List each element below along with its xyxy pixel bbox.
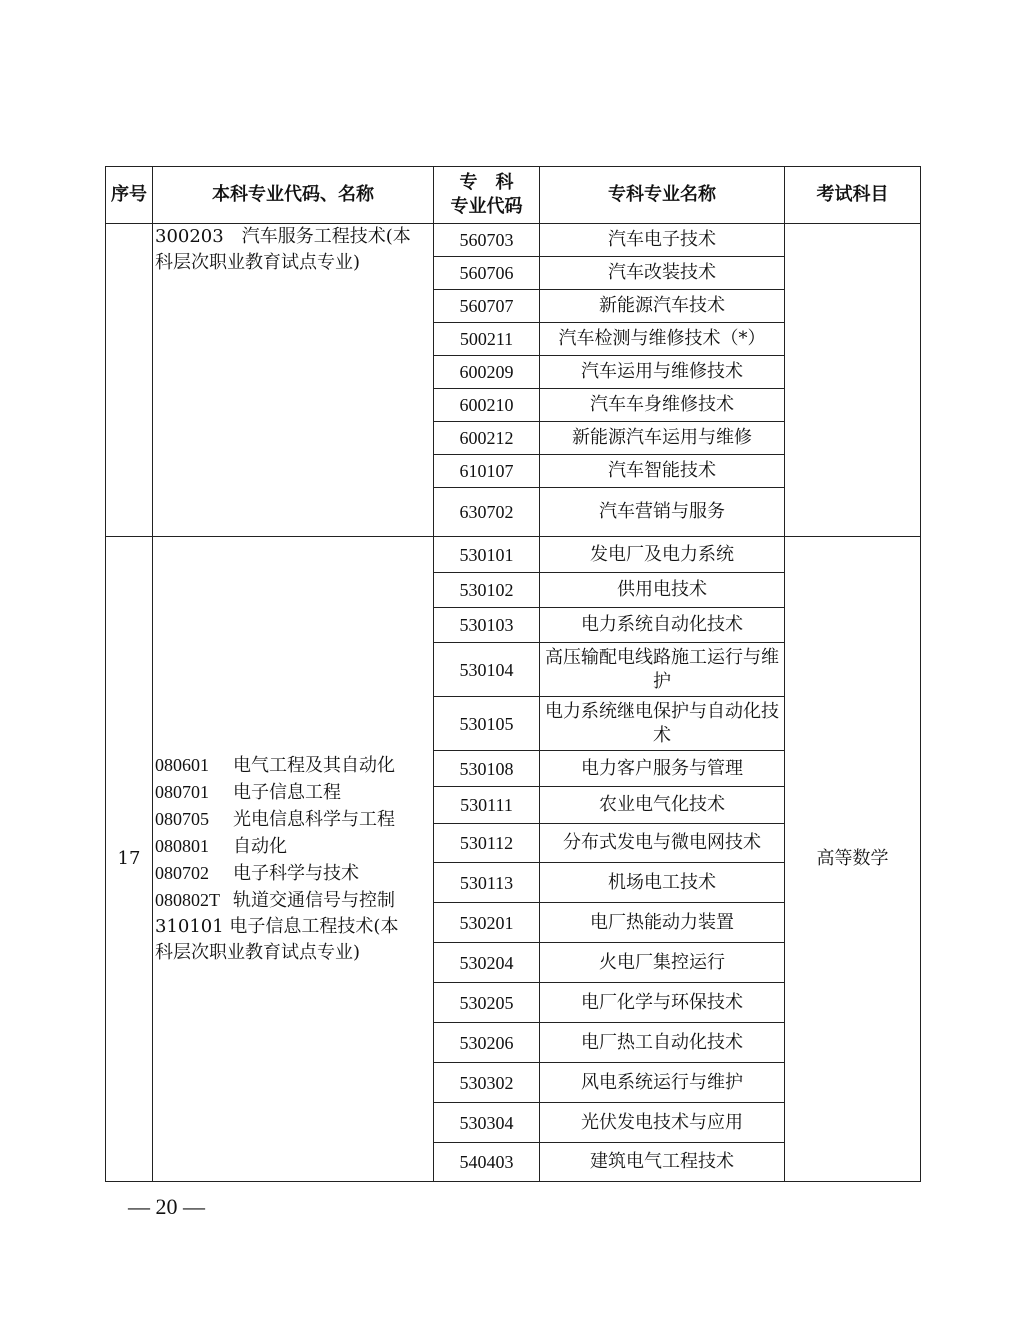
zk-name: 光伏发电技术与应用 — [540, 1103, 785, 1143]
undergrad-name: 电气工程及其自动化 — [233, 755, 395, 776]
header-zk-code-line1: 专 科 — [459, 172, 514, 193]
zk-name: 汽车智能技术 — [540, 455, 785, 488]
zk-code: 560706 — [434, 257, 540, 290]
zk-name: 分布式发电与微电网技术 — [540, 824, 785, 863]
undergrad-code: 080701 — [155, 782, 209, 802]
undergrad-name: 电子信息工程 — [233, 782, 341, 803]
group1-seq — [106, 224, 153, 537]
zk-code: 530102 — [434, 573, 540, 608]
zk-name: 火电厂集控运行 — [540, 943, 785, 983]
zk-code: 530111 — [434, 787, 540, 824]
zk-code: 560707 — [434, 290, 540, 323]
group2-seq: 17 — [106, 537, 153, 1182]
group1-exam — [785, 224, 921, 537]
zk-code: 530206 — [434, 1023, 540, 1063]
zk-name: 发电厂及电力系统 — [540, 537, 785, 573]
zk-name: 高压输配电线路施工运行与维护 — [540, 643, 785, 697]
undergrad-name: 电子科学与技术 — [233, 863, 359, 884]
zk-code: 500211 — [434, 323, 540, 356]
zk-name: 汽车检测与维修技术（*） — [540, 323, 785, 356]
undergrad-line — [155, 752, 433, 779]
undergrad-name: 自动化 — [233, 836, 287, 857]
zk-code: 530112 — [434, 824, 540, 863]
undergrad-line — [155, 806, 433, 833]
zk-name: 建筑电气工程技术 — [540, 1143, 785, 1182]
zk-code: 530101 — [434, 537, 540, 573]
zk-name: 供用电技术 — [540, 573, 785, 608]
zk-name: 电力客户服务与管理 — [540, 751, 785, 787]
zk-name: 农业电气化技术 — [540, 787, 785, 824]
group2-undergrad — [153, 537, 434, 1182]
zk-code: 600209 — [434, 356, 540, 389]
undergrad-line — [155, 833, 433, 860]
zk-code: 530113 — [434, 863, 540, 903]
zk-code: 530108 — [434, 751, 540, 787]
undergrad-line: 科层次职业教育试点专业) — [155, 942, 361, 963]
undergrad-code: 080705 — [155, 809, 209, 829]
undergrad-line — [155, 860, 433, 887]
zk-name: 电厂化学与环保技术 — [540, 983, 785, 1023]
zk-code: 540403 — [434, 1143, 540, 1182]
zk-code: 530204 — [434, 943, 540, 983]
zk-code: 560703 — [434, 224, 540, 257]
header-row — [106, 167, 921, 224]
zk-name: 汽车营销与服务 — [540, 488, 785, 537]
group1-undergrad — [153, 224, 434, 537]
zk-name: 机场电工技术 — [540, 863, 785, 903]
undergrad-name: 轨道交通信号与控制 — [233, 890, 395, 911]
zk-name: 电厂热工自动化技术 — [540, 1023, 785, 1063]
zk-code: 530201 — [434, 903, 540, 943]
undergrad-line — [155, 887, 433, 914]
undergrad-code: 080601 — [155, 755, 209, 775]
undergrad-line: 300203 汽车服务工程技术(本 — [155, 226, 411, 247]
zk-name: 风电系统运行与维护 — [540, 1063, 785, 1103]
zk-code: 530104 — [434, 643, 540, 697]
group2-exam: 高等数学 — [785, 537, 921, 1182]
zk-name: 汽车改装技术 — [540, 257, 785, 290]
header-undergrad: 本科专业代码、名称 — [153, 167, 434, 224]
zk-name: 汽车电子技术 — [540, 224, 785, 257]
table-row — [106, 224, 921, 257]
zk-code: 530205 — [434, 983, 540, 1023]
zk-code: 610107 — [434, 455, 540, 488]
undergrad-line: 310101 电子信息工程技术(本 — [155, 916, 399, 937]
zk-code: 630702 — [434, 488, 540, 537]
header-zk-name: 专科专业名称 — [540, 167, 785, 224]
undergrad-code: 080702 — [155, 863, 209, 883]
zk-code: 530103 — [434, 608, 540, 643]
zk-name: 汽车运用与维修技术 — [540, 356, 785, 389]
zk-code: 530105 — [434, 697, 540, 751]
undergrad-line — [155, 779, 433, 806]
zk-name: 新能源汽车技术 — [540, 290, 785, 323]
zk-code: 530304 — [434, 1103, 540, 1143]
undergrad-code: 080801 — [155, 836, 209, 856]
header-exam: 考试科目 — [785, 167, 921, 224]
header-seq: 序号 — [106, 167, 153, 224]
undergrad-code: 080802T — [155, 890, 220, 910]
zk-code: 600212 — [434, 422, 540, 455]
zk-name: 电力系统自动化技术 — [540, 608, 785, 643]
zk-code: 530302 — [434, 1063, 540, 1103]
table-row — [106, 537, 921, 573]
header-zk-code-line2: 专业代码 — [450, 196, 523, 217]
header-zk-code — [434, 167, 540, 224]
undergrad-name: 光电信息科学与工程 — [233, 809, 395, 830]
zk-name: 电厂热能动力装置 — [540, 903, 785, 943]
zk-code: 600210 — [434, 389, 540, 422]
zk-name: 电力系统继电保护与自动化技术 — [540, 697, 785, 751]
zk-name: 新能源汽车运用与维修 — [540, 422, 785, 455]
undergrad-line: 科层次职业教育试点专业) — [155, 252, 361, 273]
major-table — [105, 166, 921, 1182]
page-number: — 20 — — [128, 1194, 205, 1219]
zk-name: 汽车车身维修技术 — [540, 389, 785, 422]
